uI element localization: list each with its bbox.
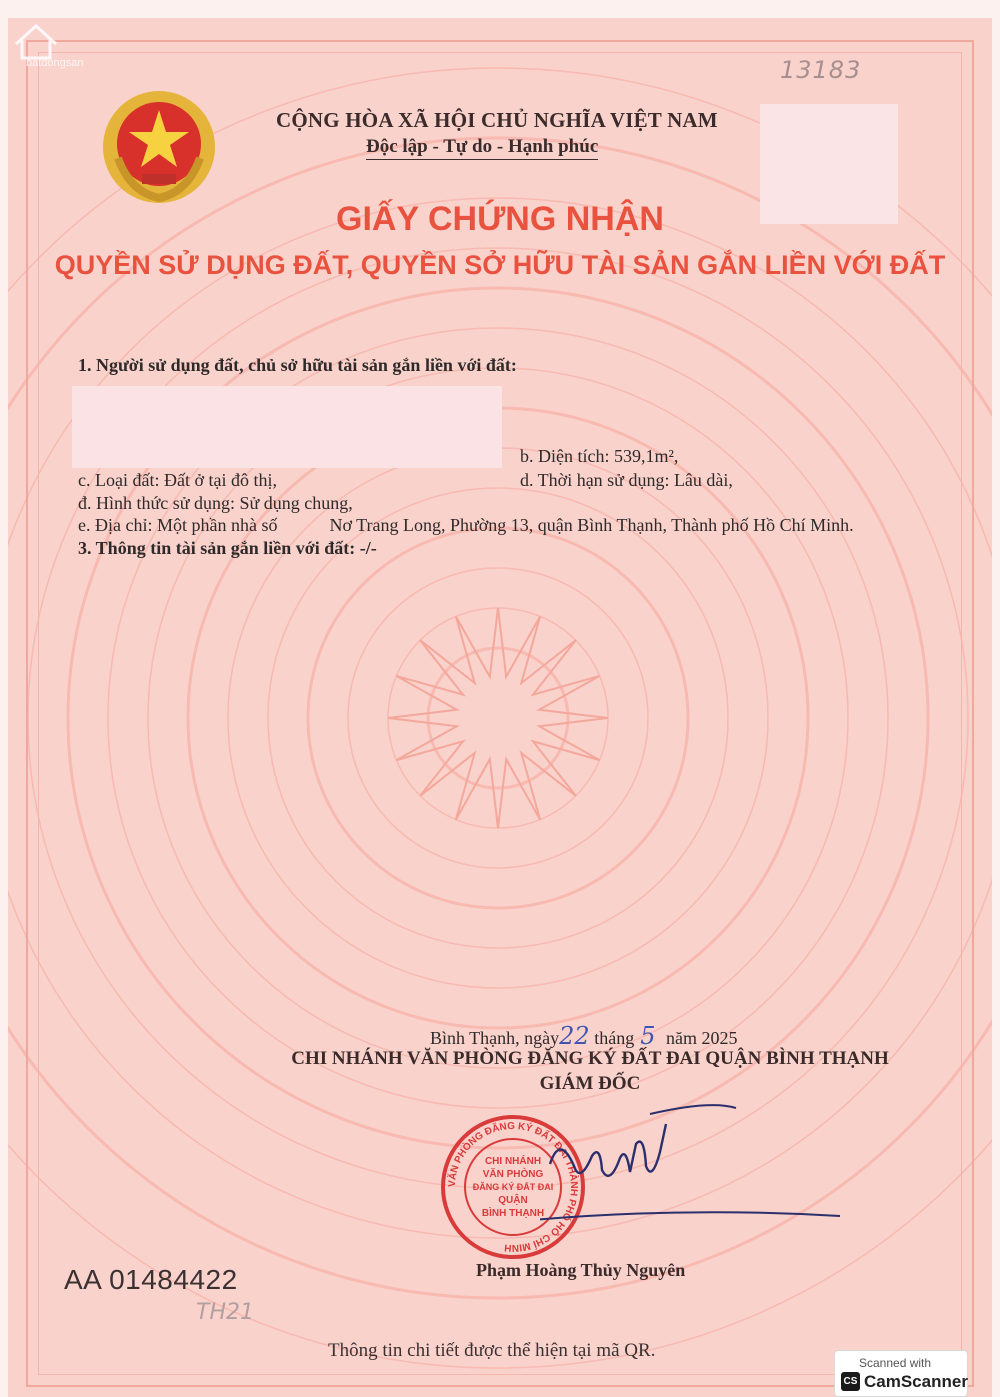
national-emblem-icon	[100, 88, 218, 206]
seal-ring-text: VĂN PHÒNG ĐĂNG KÝ ĐẤT ĐAI THÀNH PHỐ HỒ CHÍ MINH	[446, 1120, 580, 1254]
land-type-field: c. Loại đất: Đất ở tại đô thị,	[78, 470, 277, 490]
section-3-heading: 3. Thông tin tài sản gắn liền với đất: -/-	[78, 538, 377, 558]
redacted-owner-info	[72, 386, 502, 468]
section-1-heading: 1. Người sử dụng đất, chủ sở hữu tài sản gắn liền với đất:	[78, 355, 517, 375]
signing-day: 22	[559, 1022, 590, 1050]
seal-line-4: QUẬN	[498, 1195, 528, 1206]
signing-month: 5	[640, 1022, 656, 1050]
seal-line-1: CHI NHÁNH	[484, 1156, 542, 1167]
scanned-with-text: Scanned with	[859, 1356, 932, 1370]
qr-note: Thông tin chi tiết được thể hiện tại mã QR.	[328, 1340, 656, 1361]
seal-line-5: BÌNH THẠNH	[481, 1208, 545, 1219]
address-suffix: Nơ Trang Long, Phường 13, quận Bình Thạnh, Thành phố Hồ Chí Minh.	[329, 515, 854, 535]
month-label: tháng	[594, 1028, 635, 1048]
seal-line-2: VĂN PHÒNG	[482, 1169, 544, 1180]
camscanner-badge	[834, 1350, 968, 1397]
certificate-number: AA 01484422	[64, 1264, 238, 1295]
signing-place: Bình Thạnh, ngày	[430, 1028, 560, 1048]
certificate-title: GIẤY CHỨNG NHẬN	[336, 200, 664, 238]
watermark-text: batdongsan	[26, 57, 84, 69]
area-field: b. Diện tích: 539,1m²,	[520, 446, 679, 466]
usage-form-field: đ. Hình thức sử dụng: Sử dụng chung,	[78, 493, 353, 513]
watermark-logo	[6, 14, 156, 70]
handwritten-number: 13183	[780, 56, 862, 84]
signer-name: Phạm Hoàng Thủy Nguyên	[476, 1260, 686, 1280]
director-signature	[540, 1094, 870, 1244]
seal-line-3: ĐĂNG KÝ ĐẤT ĐAI	[472, 1182, 554, 1192]
address-prefix: e. Địa chỉ: Một phần nhà số	[78, 515, 278, 535]
certificate-subtitle: QUYỀN SỬ DỤNG ĐẤT, QUYỀN SỞ HỮU TÀI SẢN GẮN LIỀN VỚI ĐẤT	[54, 250, 946, 280]
usage-term-field: d. Thời hạn sử dụng: Lâu dài,	[520, 470, 733, 490]
issuing-agency: CHI NHÁNH VĂN PHÒNG ĐĂNG KÝ ĐẤT ĐAI QUẬN BÌNH THẠNH	[291, 1048, 889, 1069]
signer-position: GIÁM ĐỐC	[539, 1073, 641, 1094]
camscanner-logo-icon: CS	[841, 1372, 860, 1391]
address-field	[78, 515, 854, 536]
nation-title: CỘNG HÒA XÃ HỘI CHỦ NGHĨA VIỆT NAM	[276, 108, 718, 132]
handwritten-code: TH21	[196, 1300, 254, 1325]
national-motto: Độc lập - Tự do - Hạnh phúc	[366, 136, 598, 160]
camscanner-name: CamScanner	[864, 1372, 968, 1391]
signing-date	[430, 1022, 737, 1050]
year-label: năm 2025	[665, 1028, 738, 1048]
